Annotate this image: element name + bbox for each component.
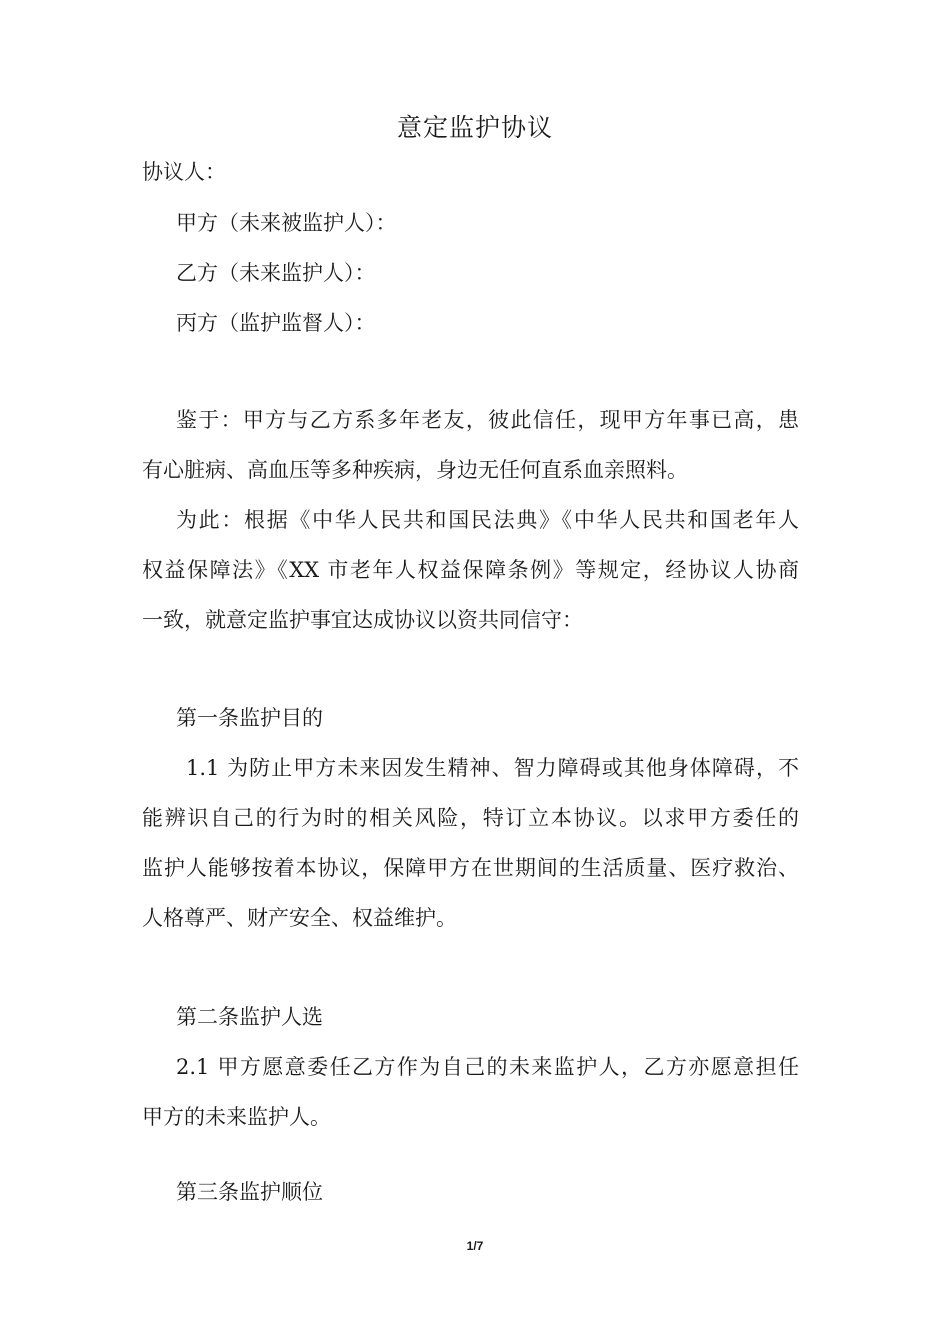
article-2-1-line-2: 甲方的未来监护人。 bbox=[142, 1105, 331, 1129]
recital-2-line-2: 权益保障法》《XX 市老年人权益保障条例》等规定，经协议人协商 bbox=[142, 558, 799, 582]
article-2-heading: 第二条监护人选 bbox=[176, 1005, 323, 1029]
party-a-line: 甲方（未来被监护人）： bbox=[176, 211, 397, 235]
recital-2-line-3: 一致，就意定监护事宜达成协议以资共同信守： bbox=[142, 608, 583, 632]
article-2-1-line-1: 2.1 甲方愿意委任乙方作为自己的未来监护人，乙方亦愿意担任 bbox=[176, 1055, 799, 1079]
article-3-heading: 第三条监护顺位 bbox=[176, 1180, 323, 1204]
party-c-line: 丙方（监护监督人）： bbox=[176, 311, 376, 335]
recital-1-line-2: 有心脏病、高血压等多种疾病，身边无任何直系血亲照料。 bbox=[142, 458, 688, 482]
article-1-heading: 第一条监护目的 bbox=[176, 706, 323, 730]
article-1-1-line-4: 人格尊严、财产安全、权益维护。 bbox=[142, 906, 457, 930]
party-b-line: 乙方（未来监护人）： bbox=[176, 261, 376, 285]
page-number: 1/7 bbox=[466, 1239, 484, 1253]
recital-1-line-1: 鉴于：甲方与乙方系多年老友，彼此信任，现甲方年事已高，患 bbox=[176, 408, 799, 432]
recital-2-line-1: 为此：根据《中华人民共和国民法典》《中华人民共和国老年人 bbox=[176, 508, 799, 532]
article-1-1-line-2: 能辨识自己的行为时的相关风险，特订立本协议。以求甲方委任的 bbox=[142, 806, 799, 830]
article-1-1-line-3: 监护人能够按着本协议，保障甲方在世期间的生活质量、医疗救治、 bbox=[142, 856, 799, 880]
document-title: 意定监护协议 bbox=[396, 113, 553, 142]
parties-intro: 协议人： bbox=[142, 160, 226, 184]
article-1-1-line-1: 1.1 为防止甲方未来因发生精神、智力障碍或其他身体障碍，不 bbox=[186, 756, 799, 780]
